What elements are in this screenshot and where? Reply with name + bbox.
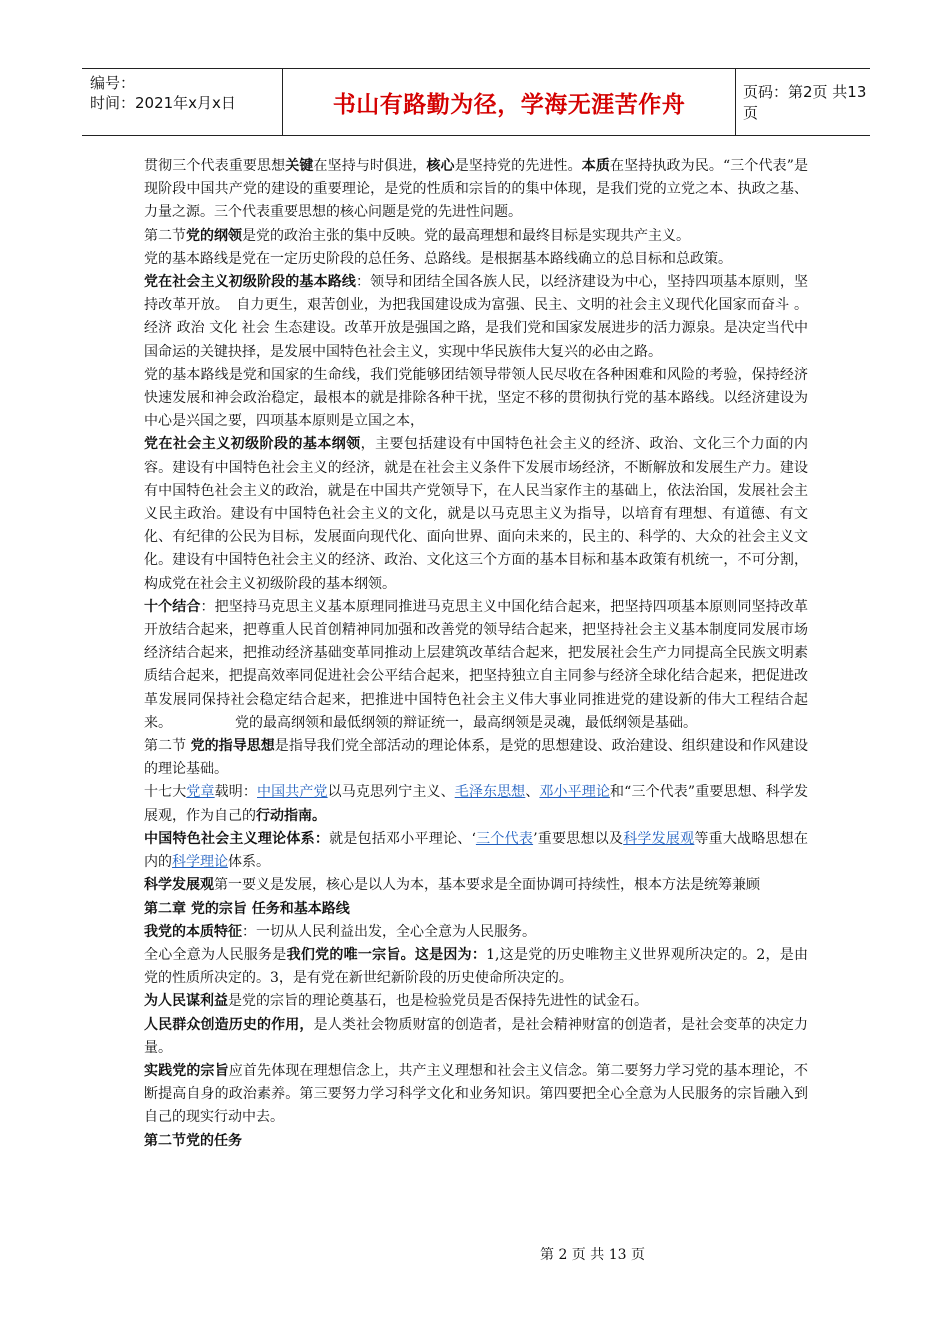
document-body: [144, 155, 808, 1153]
paragraph: 全心全意为人民服务是我们党的唯一宗旨。这是因为：1,这是党的历史唯物主义世界观所决定的。2，是由党的性质所决定的。3，是有党在新世纪新阶段的历史使命所决定的。: [144, 946, 809, 987]
paragraph: 第二节党的纲领是党的政治主张的集中反映。党的最高理想和最终目标是实现共产主义。: [144, 227, 690, 244]
paragraph: 十个结合：把坚持马克思主义基本原理同推进马克思主义中国化结合起来，把坚持四项基本原则同坚持改革开放结合起来，把尊重人民首创精神同加强和改善党的领导结合起来，把坚持社会主义基本制度同发展市场经济结合起来，把推动经济基础变革同推动上层建筑改革结合起来，把发展社会生产力同提高全民族文明素质结合起来，把提高效率同促进社会公平结合起来，把坚持独立自主同参与经济全球化结合起来，把促进改革发展同保持社会稳定结合起来，把推进中国特色社会主义伟大事业同推进党的建设新的伟大工程结合起来。 党的最高纲领和最低纲领的辩证统一，最高纲领是灵魂，最低纲领是基础。: [144, 598, 809, 731]
paragraph: 十七大党章载明：中国共产党以马克思列宁主义、毛泽东思想、邓小平理论和“三个代表”重要思想、科学发展观，作为自己的行动指南。: [144, 784, 809, 824]
paragraph: 人民群众创造历史的作用，是人类社会物质财富的创造者，是社会精神财富的创造者，是社会变革的决定力量。: [144, 1016, 809, 1056]
page-footer: [0, 1244, 950, 1264]
link-deng-theory[interactable]: 邓小平理论: [539, 784, 611, 801]
page-header: [82, 68, 870, 136]
date-label: 时间：2021年x月x日: [90, 94, 236, 112]
chapter-heading: 第二章 党的宗旨 任务和基本路线: [144, 900, 350, 917]
paragraph: 第二节 党的指导思想是指导我们党全部活动的理论体系，是党的思想建设、政治建设、组织建设和作风建设的理论基础。: [144, 738, 809, 778]
paragraph: 党在社会主义初级阶段的基本路线：领导和团结全国各族人民，以经济建设为中心，坚持四项基本原则，坚持改革开放。 自力更生，艰苦创业，为把我国建设成为富强、民主、文明的社会主义现代化国家而奋斗 。经济 政治 文化 社会 生态建设。改革开放是强国之路，是我们党和国家发展进步的活力源泉。是决定当代中国命运的关键抉择，是发展中国特色社会主义，实现中华民族伟大复兴的必由之路。: [144, 274, 809, 360]
link-mao-thought[interactable]: 毛泽东思想: [454, 784, 526, 801]
doc-number-label: 编号：: [90, 74, 136, 92]
paragraph: 党在社会主义初级阶段的基本纲领，主要包括建设有中国特色社会主义的经济、政治、文化三个力面的内容。建设有中国特色社会主义的经济，就是在社会主义条件下发展市场经济，不断解放和发展生产力。建设有中国特色社会主义的政治，就是在中国共产党领导下，在人民当家作主的基础上，依法治国，发展社会主义民主政治。建设有中国特色社会主义的文化，就是以马克思主义为指导，以培育有理想、有道德、有文化、有纪律的公民为目标，发展面向现代化、面向世界、面向未来的，民主的、科学的、大众的社会主义文化。建设有中国特色社会主义的经济、政治、文化这三个方面的基本目标和基本政策有机统一，不可分割，构成党在社会主义初级阶段的基本纲领。: [144, 436, 809, 592]
link-three-represents[interactable]: 三个代表: [475, 830, 534, 847]
header-page-number: 页码：第2页 共13页: [743, 83, 867, 122]
paragraph: 党的基本路线是党在一定历史阶段的总任务、总路线。是根据基本路线确立的总目标和总政策。: [144, 250, 732, 267]
header-motto: 书山有路勤为径，学海无涯苦作舟: [282, 69, 736, 135]
footer-page-number: 第 2 页 共 13 页: [540, 1247, 645, 1263]
paragraph: 贯彻三个代表重要思想关键在坚持与时俱进，核心是坚持党的先进性。本质在坚持执政为民。“三个代表”是现阶段中国共产党的建设的重要理论，是党的性质和宗旨的的集中体现，是我们党的立党之本、执政之基、力量之源。三个代表重要思想的核心问题是党的先进性问题。: [144, 158, 809, 221]
link-scientific-outlook[interactable]: 科学发展观: [623, 830, 695, 847]
link-party-constitution[interactable]: 党章: [186, 784, 215, 801]
paragraph: 中国特色社会主义理论体系：就是包括邓小平理论、‘三个代表’重要思想以及科学发展观等重大战略思想在内的科学理论体系。: [144, 830, 809, 871]
link-scientific-theory[interactable]: 科学理论: [172, 854, 228, 871]
paragraph: 科学发展观第一要义是发展，核心是以人为本，基本要求是全面协调可持续性，根本方法是统筹兼顾: [144, 877, 760, 894]
link-cpc[interactable]: 中国共产党: [257, 784, 328, 801]
paragraph: 党的基本路线是党和国家的生命线，我们党能够团结领导带领人民尽收在各种困难和风险的考验，保持经济快速发展和神会政治稳定，最根本的就是排除各种干扰，坚定不移的贯彻执行党的基本路线。以经济建设为中心是兴国之要，四项基本原则是立国之本，: [144, 366, 808, 430]
header-meta: [82, 69, 282, 135]
section-heading: 第二节党的任务: [144, 1132, 242, 1149]
paragraph: 我党的本质特征：一切从人民利益出发，全心全意为人民服务。: [144, 923, 536, 940]
paragraph: 为人民谋利益是党的宗旨的理论奠基石，也是检验党员是否保持先进性的试金石。: [144, 993, 648, 1010]
paragraph: 实践党的宗旨应首先体现在理想信念上，共产主义理想和社会主义信念。第二要努力学习党的基本理论，不断提高自身的政治素养。第三要努力学习科学文化和业务知识。第四要把全心全意为人民服务的宗旨融入到自己的现实行动中去。: [144, 1062, 809, 1126]
